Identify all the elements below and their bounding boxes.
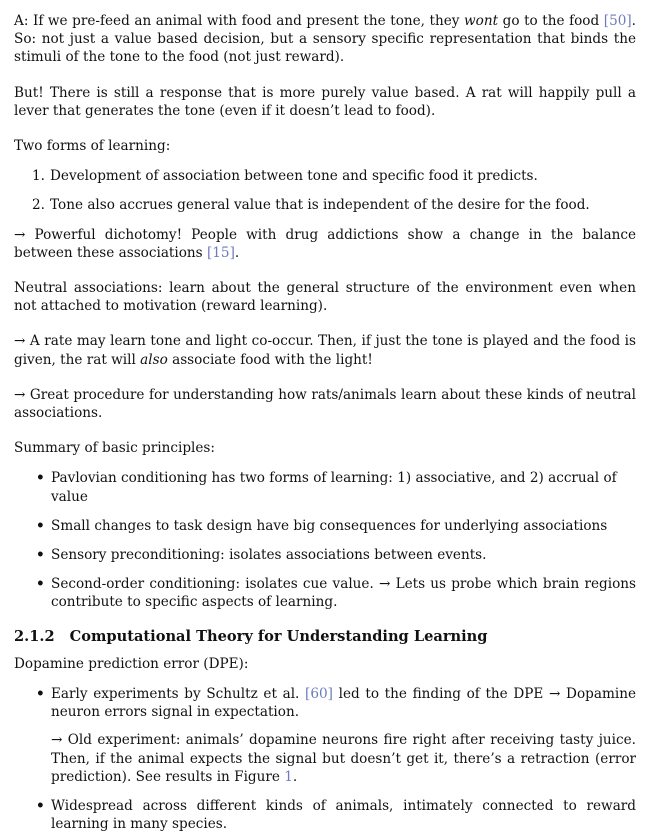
bullet-icon: •	[36, 798, 45, 815]
list-item-text: Second-order conditioning: isolates cue value. → Lets us probe which brain regions contribute to specific aspects of learning.	[51, 576, 636, 611]
bullet-icon: •	[36, 576, 45, 593]
text-span: → A rate may learn tone and light co-occur. Then, if just the tone is played and the food is given, the rat will	[14, 333, 636, 368]
paragraph-neutral-associations: Neutral associations: learn about the general structure of the environment even when not attached to motivation (reward learning).	[14, 280, 636, 315]
list-number: 2.	[32, 197, 45, 214]
list-item-text: Widespread across different kinds of animals, intimately connected to reward learning in many species.	[51, 798, 636, 833]
bullet-icon: •	[36, 686, 45, 703]
bullet-icon: •	[36, 547, 45, 564]
text-span: → Powerful dichotomy! People with drug addictions show a change in the balance between these associations	[14, 226, 636, 261]
list-item	[14, 685, 636, 786]
list-item	[14, 517, 636, 535]
list-item-text: Tone also accrues general value that is independent of the desire for the food.	[50, 197, 590, 214]
figure-link[interactable]: 1	[284, 768, 293, 785]
text-span: go to the food	[498, 13, 604, 29]
section-title: Computational Theory for Understanding Learning	[69, 627, 488, 645]
citation-link[interactable]: [50]	[603, 13, 632, 29]
emphasis-text: also	[140, 351, 168, 368]
text-span: Early experiments by Schultz et al.	[51, 686, 306, 703]
section-number: 2.1.2	[14, 627, 55, 645]
section-heading	[14, 628, 636, 646]
list-item-subparagraph	[51, 731, 636, 786]
citation-link[interactable]: [15]	[206, 244, 235, 261]
text-span: led to the finding of the DPE → Dopamine neuron errors signal in expectation.	[51, 686, 636, 721]
text-span: A: If we pre-feed an animal with food and present the tone, they	[14, 13, 465, 29]
paragraph-value-response: But! There is still a response that is more purely value based. A rat will happily pull a lever that generates the tone (even if it doesn’t lead to food).	[14, 84, 636, 119]
list-item-text: Sensory preconditioning: isolates associations between events.	[51, 547, 487, 564]
citation-link[interactable]: [60]	[305, 686, 333, 703]
list-item	[14, 546, 636, 564]
paragraph-summary: Summary of basic principles:	[14, 440, 215, 457]
paragraph-dpe: Dopamine prediction error (DPE):	[14, 655, 249, 672]
paragraph-two-forms: Two forms of learning:	[14, 138, 171, 155]
paragraph-prefeed	[14, 12, 636, 67]
bullet-icon: •	[36, 517, 45, 534]
text-span: .	[234, 244, 240, 261]
paragraph-great-procedure: → Great procedure for understanding how rats/animals learn about these kinds of neutral associations.	[14, 386, 636, 422]
list-item	[14, 797, 636, 833]
paragraph-tone-light	[14, 332, 636, 368]
list-item	[14, 167, 636, 185]
forms-of-learning-list	[14, 167, 636, 214]
emphasis-text: wont	[464, 13, 499, 29]
text-span: .	[292, 768, 298, 785]
text-span: → Old experiment: animals’ dopamine neurons fire right after receiving tasty juice. Then, if the animal expects the signal but doesn’t get it, there’s a retraction (error prediction). See results in Figure	[51, 732, 636, 785]
principles-list	[14, 469, 636, 611]
list-item	[14, 469, 636, 505]
list-number: 1.	[32, 168, 45, 185]
list-item	[14, 575, 636, 611]
bullet-icon: •	[36, 470, 45, 487]
list-item-text: Development of association between tone and specific food it predicts.	[50, 168, 538, 185]
list-item-text: Pavlovian conditioning has two forms of learning: 1) associative, and 2) accrual of value	[51, 470, 617, 505]
list-item	[14, 196, 636, 214]
list-item-text	[51, 685, 636, 721]
paragraph-dichotomy	[14, 226, 636, 262]
text-span: associate food with the light!	[167, 351, 373, 368]
text-span: . So: not just a value based decision, but a sensory specific representation that binds the stimuli of the tone to the food (not just reward).	[14, 13, 636, 66]
dpe-list	[14, 685, 636, 833]
list-item-text: Small changes to task design have big consequences for underlying associations	[51, 517, 608, 534]
